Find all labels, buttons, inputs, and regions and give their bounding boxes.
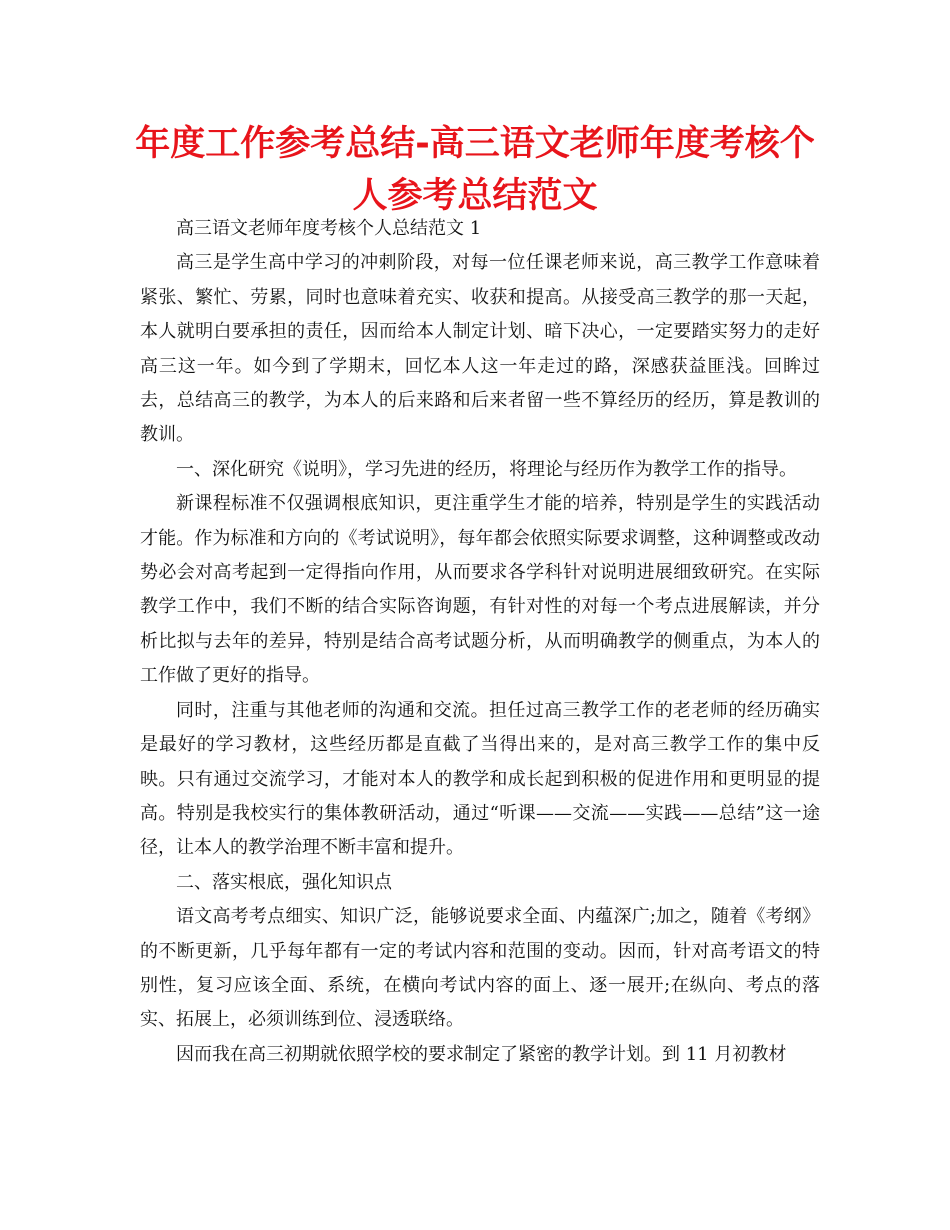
paragraph: 高三是学生高中学习的冲刺阶段，对每一位任课老师来说，高三教学工作意味着紧张、繁忙、劳累，同时也意味着充实、收获和提高。从接受高三教学的那一天起，本人就明白要承担的责任，因而给本人制定计划、暗下决心，一定要踏实努力的走好高三这一年。如今到了学期末，回忆本人这一年走过的路，深感获益匪浅。回眸过去，总结高三的教学，为本人的后来路和后来者留一些不算经历的经历，算是教训的教训。 (140, 252, 820, 446)
paragraph: 语文高考考点细实、知识广泛，能够说要求全面、内蕴深广;加之，随着《考纲》的不断更新，几乎每年都有一定的考试内容和范围的变动。因而，针对高考语文的特别性，复习应该全面、系统，在横向考试内容的面上、逐一展开;在纵向、考点的落实、拓展上，必须训练到位、浸透联络。 (140, 906, 820, 1031)
paragraph: 同时，注重与其他老师的沟通和交流。担任过高三教学工作的老老师的经历确实是最好的学习教材，这些经历都是直截了当得出来的，是对高三教学工作的集中反映。只有通过交流学习，才能对本人的教学和成长起到积极的促进作用和更明显的提高。特别是我校实行的集体教研活动，通过“听课——交流——实践——总结”这一途径，让本人的教学治理不断丰富和提升。 (140, 699, 820, 859)
document-title: 年度工作参考总结-高三语文老师年度考核个人参考总结范文 (135, 124, 815, 216)
section-heading: 一、深化研究《说明》，学习先进的经历，将理论与经历作为教学工作的指导。 (176, 458, 797, 480)
section-heading: 高三语文老师年度考核个人总结范文 1 (176, 218, 482, 239)
document-body (140, 212, 820, 1072)
paragraph: 新课程标准不仅强调根底知识，更注重学生才能的培养，特别是学生的实践活动才能。作为标准和方向的《考试说明》，每年都会依照实际要求调整，这种调整或改动势必会对高考起到一定得指向作用，从而要求各学科针对说明进展细致研究。在实际教学工作中，我们不断的结合实际咨询题，有针对性的对每一个考点进展解读，并分析比拟与去年的差异，特别是结合高考试题分析，从而明确教学的侧重点，为本人的工作做了更好的指导。 (140, 493, 820, 687)
paragraph: 因而我在高三初期就依照学校的要求制定了紧密的教学计划。到 11 月初教材 (176, 1043, 787, 1065)
section-heading: 二、落实根底，强化知识点 (176, 871, 392, 893)
